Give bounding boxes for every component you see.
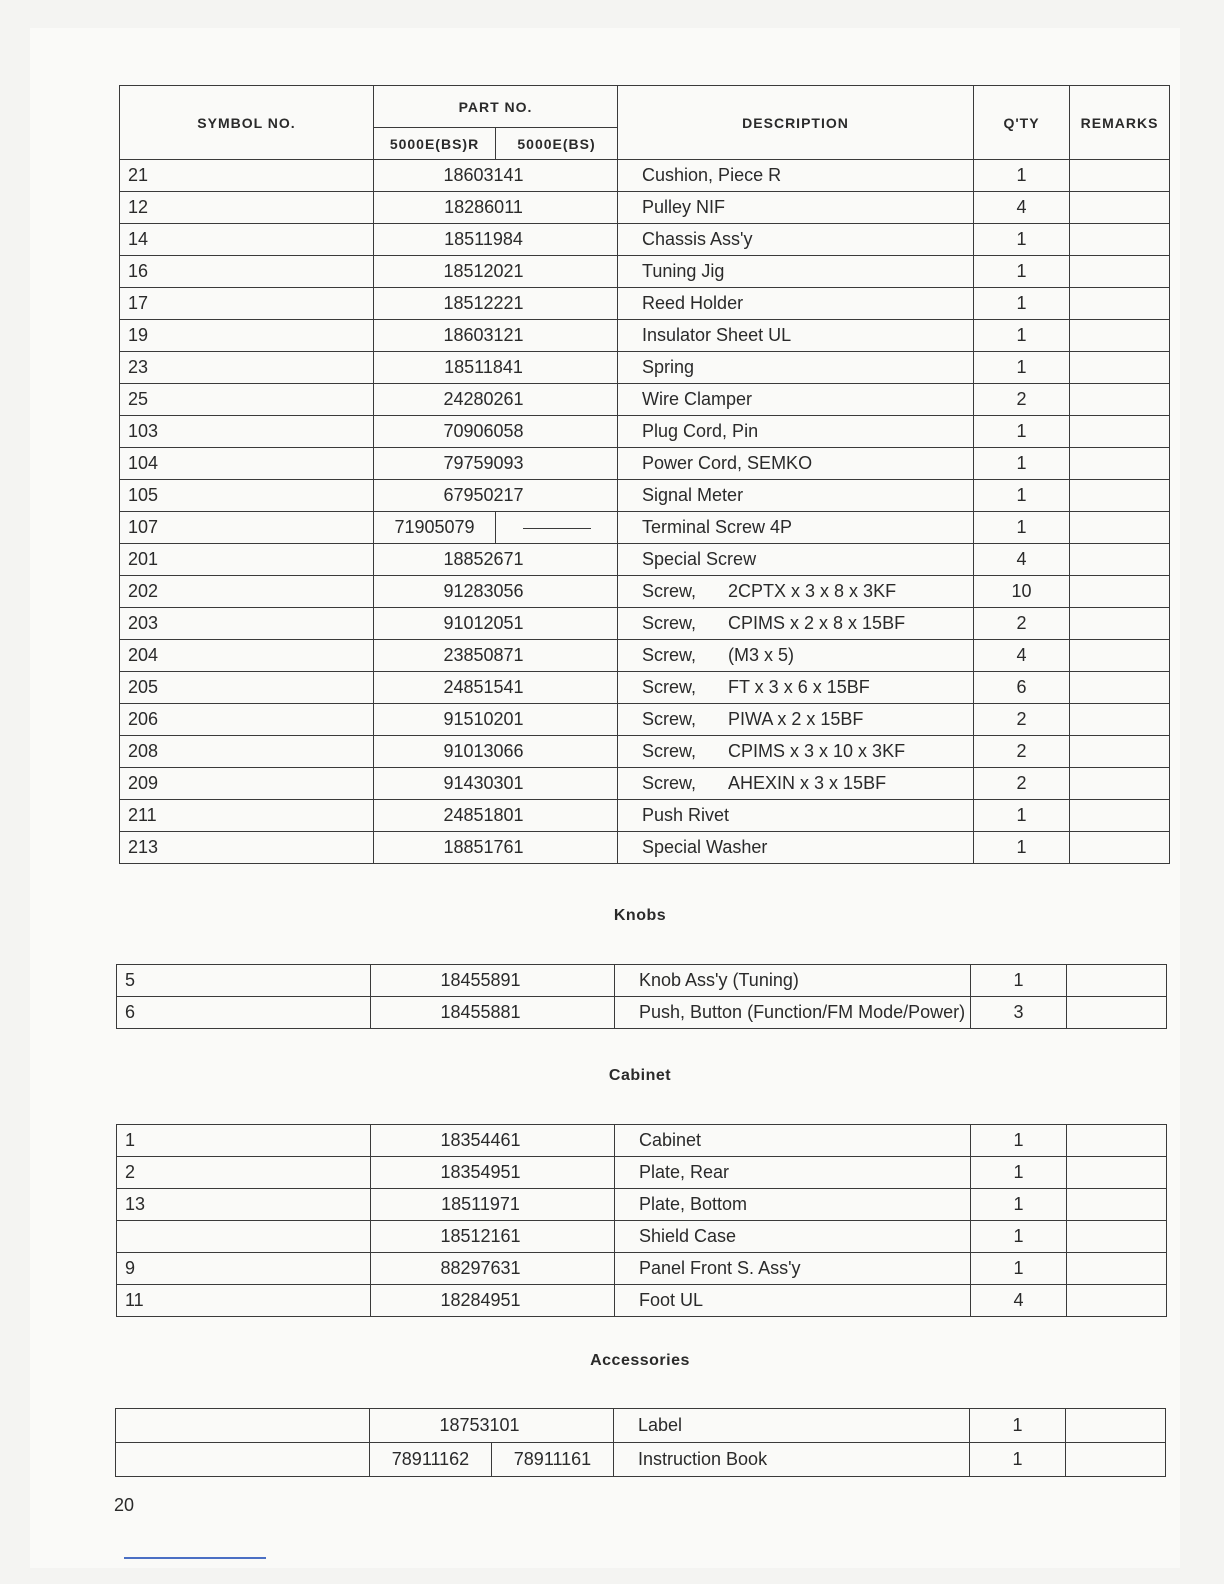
- part-no-cell: 18512161: [371, 1221, 615, 1253]
- part-no-cell: 24851541: [374, 672, 618, 704]
- screw-spec: AHEXIN x 3 x 15BF: [728, 773, 887, 793]
- remarks-cell: [1070, 544, 1170, 576]
- part-no-a-cell: 71905079: [374, 512, 496, 544]
- description-text: Spring: [642, 357, 695, 377]
- symbol-cell: 211: [120, 800, 374, 832]
- table-row: [117, 1125, 1167, 1157]
- symbol-cell: 213: [120, 832, 374, 864]
- remarks-cell: [1067, 1125, 1167, 1157]
- description-cell: [618, 480, 974, 512]
- screw-spec: CPIMS x 3 x 10 x 3KF: [728, 741, 906, 761]
- symbol-cell: [117, 1221, 371, 1253]
- description-cell: [614, 1443, 970, 1477]
- part-no-cell: 79759093: [374, 448, 618, 480]
- remarks-cell: [1070, 416, 1170, 448]
- description-cell: [618, 416, 974, 448]
- remarks-cell: [1070, 576, 1170, 608]
- description-cell: [618, 608, 974, 640]
- table-row: [120, 800, 1170, 832]
- description-text: Push Rivet: [642, 805, 730, 825]
- table-row: [120, 640, 1170, 672]
- part-no-cell: 24280261: [374, 384, 618, 416]
- table-row: [117, 1285, 1167, 1317]
- remarks-cell: [1070, 192, 1170, 224]
- part-no-cell: 91283056: [374, 576, 618, 608]
- description-cell: [618, 800, 974, 832]
- qty-cell: 1: [971, 965, 1067, 997]
- table-row: [120, 832, 1170, 864]
- remarks-cell: [1070, 480, 1170, 512]
- description-text: Foot UL: [639, 1290, 704, 1310]
- remarks-cell: [1070, 352, 1170, 384]
- part-no-cell: 18603121: [374, 320, 618, 352]
- description-text: Panel Front S. Ass'y: [639, 1258, 801, 1278]
- description-text: Chassis Ass'y: [642, 229, 753, 249]
- description-text: Signal Meter: [642, 485, 744, 505]
- symbol-cell: 25: [120, 384, 374, 416]
- qty-cell: 4: [974, 640, 1070, 672]
- symbol-cell: 105: [120, 480, 374, 512]
- header-part-no: PART NO.: [374, 86, 618, 128]
- description-cell: [615, 1189, 971, 1221]
- qty-cell: 1: [974, 160, 1070, 192]
- symbol-cell: 204: [120, 640, 374, 672]
- page-number: 20: [114, 1495, 135, 1515]
- symbol-cell: 206: [120, 704, 374, 736]
- description-text: Plate, Rear: [639, 1162, 730, 1182]
- table-row: [120, 448, 1170, 480]
- qty-cell: 10: [974, 576, 1070, 608]
- screw-spec: (M3 x 5): [728, 645, 795, 665]
- description-cell: [618, 160, 974, 192]
- table-row: [120, 320, 1170, 352]
- table-row: [120, 480, 1170, 512]
- table-row: [117, 1253, 1167, 1285]
- symbol-cell: 16: [120, 256, 374, 288]
- remarks-cell: [1067, 997, 1167, 1029]
- not-applicable-dash: [523, 528, 591, 529]
- description-cell: [618, 448, 974, 480]
- part-no-cell: 18753101: [370, 1409, 614, 1443]
- part-no-a-cell: 78911162: [370, 1443, 492, 1477]
- header-remarks: REMARKS: [1070, 86, 1170, 160]
- description-text: Special Washer: [642, 837, 768, 857]
- symbol-cell: 202: [120, 576, 374, 608]
- symbol-cell: 103: [120, 416, 374, 448]
- qty-cell: 1: [971, 1157, 1067, 1189]
- symbol-cell: 201: [120, 544, 374, 576]
- part-no-cell: 18852671: [374, 544, 618, 576]
- qty-cell: 2: [974, 608, 1070, 640]
- description-cell: [618, 288, 974, 320]
- table-row: [120, 256, 1170, 288]
- description-cell: [618, 832, 974, 864]
- symbol-cell: 209: [120, 768, 374, 800]
- description-text: Cabinet: [639, 1130, 702, 1150]
- qty-cell: 2: [974, 704, 1070, 736]
- symbol-cell: 208: [120, 736, 374, 768]
- table-row: [120, 608, 1170, 640]
- symbol-cell: 107: [120, 512, 374, 544]
- qty-cell: 2: [974, 384, 1070, 416]
- qty-cell: 1: [974, 512, 1070, 544]
- qty-cell: 1: [974, 480, 1070, 512]
- table-row: [117, 965, 1167, 997]
- part-no-cell: 18511971: [371, 1189, 615, 1221]
- symbol-cell: 104: [120, 448, 374, 480]
- symbol-cell: 17: [120, 288, 374, 320]
- parts-table-accessories: [115, 1408, 1166, 1477]
- description-text: Cushion, Piece R: [642, 165, 782, 185]
- remarks-cell: [1070, 800, 1170, 832]
- remarks-cell: [1066, 1409, 1166, 1443]
- part-no-cell: 18512021: [374, 256, 618, 288]
- qty-cell: 4: [974, 192, 1070, 224]
- description-cell: [615, 997, 971, 1029]
- symbol-cell: 9: [117, 1253, 371, 1285]
- description-cell: [618, 576, 974, 608]
- part-no-cell: 67950217: [374, 480, 618, 512]
- table-row: [120, 288, 1170, 320]
- qty-cell: 1: [974, 416, 1070, 448]
- qty-cell: 6: [974, 672, 1070, 704]
- symbol-cell: 5: [117, 965, 371, 997]
- screw-spec: 2CPTX x 3 x 8 x 3KF: [728, 581, 897, 601]
- remarks-cell: [1070, 224, 1170, 256]
- part-no-cell: 23850871: [374, 640, 618, 672]
- screw-spec: CPIMS x 2 x 8 x 15BF: [728, 613, 906, 633]
- description-text: Screw,: [642, 773, 697, 793]
- symbol-cell: 203: [120, 608, 374, 640]
- part-no-cell: 91012051: [374, 608, 618, 640]
- part-no-cell: 18511841: [374, 352, 618, 384]
- qty-cell: 1: [974, 256, 1070, 288]
- symbol-cell: 12: [120, 192, 374, 224]
- description-text: Knob Ass'y (Tuning): [639, 970, 799, 990]
- symbol-cell: 6: [117, 997, 371, 1029]
- description-cell: [614, 1409, 970, 1443]
- header-part-no-b: 5000E(BS): [496, 128, 618, 160]
- remarks-cell: [1070, 608, 1170, 640]
- remarks-cell: [1070, 672, 1170, 704]
- parts-table-knobs: [116, 964, 1167, 1029]
- table-row: [120, 704, 1170, 736]
- remarks-cell: [1070, 640, 1170, 672]
- part-no-cell: 18286011: [374, 192, 618, 224]
- symbol-cell: 11: [117, 1285, 371, 1317]
- remarks-cell: [1070, 704, 1170, 736]
- remarks-cell: [1070, 320, 1170, 352]
- symbol-cell: [116, 1409, 370, 1443]
- part-no-cell: 18603141: [374, 160, 618, 192]
- qty-cell: 1: [974, 320, 1070, 352]
- description-text: Insulator Sheet UL: [642, 325, 792, 345]
- table-row: [117, 997, 1167, 1029]
- part-no-b-cell: 78911161: [492, 1443, 614, 1477]
- symbol-cell: 23: [120, 352, 374, 384]
- section-title-cabinet: Cabinet: [608, 1067, 672, 1084]
- qty-cell: 1: [974, 224, 1070, 256]
- section-title-knobs: Knobs: [613, 907, 667, 924]
- symbol-cell: 19: [120, 320, 374, 352]
- description-text: Instruction Book: [638, 1449, 768, 1469]
- qty-cell: 3: [971, 997, 1067, 1029]
- symbol-cell: 2: [117, 1157, 371, 1189]
- remarks-cell: [1067, 1253, 1167, 1285]
- qty-cell: 1: [970, 1443, 1066, 1477]
- table-row: [117, 1221, 1167, 1253]
- part-no-cell: 18284951: [371, 1285, 615, 1317]
- part-no-cell: 18354461: [371, 1125, 615, 1157]
- remarks-cell: [1070, 512, 1170, 544]
- description-text: Screw,: [642, 581, 697, 601]
- qty-cell: 1: [974, 448, 1070, 480]
- part-no-cell: 18851761: [374, 832, 618, 864]
- description-cell: [618, 512, 974, 544]
- qty-cell: 2: [974, 736, 1070, 768]
- parts-table-main: [119, 85, 1170, 864]
- description-cell: [618, 704, 974, 736]
- description-text: Plate, Bottom: [639, 1194, 748, 1214]
- description-cell: [615, 1157, 971, 1189]
- remarks-cell: [1066, 1443, 1166, 1477]
- qty-cell: 1: [971, 1125, 1067, 1157]
- description-cell: [618, 736, 974, 768]
- description-text: Shield Case: [639, 1226, 737, 1246]
- description-text: Tuning Jig: [642, 261, 725, 281]
- header-description: DESCRIPTION: [618, 86, 974, 160]
- part-no-cell: 91510201: [374, 704, 618, 736]
- screw-spec: PIWA x 2 x 15BF: [728, 709, 864, 729]
- remarks-cell: [1070, 384, 1170, 416]
- description-cell: [618, 768, 974, 800]
- table-row: [120, 672, 1170, 704]
- remarks-cell: [1070, 736, 1170, 768]
- part-no-cell: 18455891: [371, 965, 615, 997]
- qty-cell: 1: [974, 800, 1070, 832]
- description-text: Power Cord, SEMKO: [642, 453, 813, 473]
- table-row: [120, 224, 1170, 256]
- table-row: [120, 352, 1170, 384]
- qty-cell: 4: [974, 544, 1070, 576]
- description-cell: [615, 1253, 971, 1285]
- header-part-no-a: 5000E(BS)R: [374, 128, 496, 160]
- qty-cell: 1: [971, 1189, 1067, 1221]
- table-row: [120, 416, 1170, 448]
- table-row: [120, 544, 1170, 576]
- part-no-cell: 91430301: [374, 768, 618, 800]
- description-text: Screw,: [642, 741, 697, 761]
- table-row: [120, 768, 1170, 800]
- table-row: [120, 512, 1170, 544]
- description-cell: [618, 672, 974, 704]
- part-no-cell: 18512221: [374, 288, 618, 320]
- description-text: Wire Clamper: [642, 389, 753, 409]
- remarks-cell: [1070, 768, 1170, 800]
- part-no-cell: 91013066: [374, 736, 618, 768]
- remarks-cell: [1070, 256, 1170, 288]
- description-text: Screw,: [642, 645, 697, 665]
- table-row: [120, 576, 1170, 608]
- qty-cell: 1: [971, 1253, 1067, 1285]
- section-title-accessories: Accessories: [590, 1352, 690, 1369]
- description-text: Screw,: [642, 613, 697, 633]
- qty-cell: 4: [971, 1285, 1067, 1317]
- table-row: [116, 1409, 1166, 1443]
- footer-rule: [124, 1557, 266, 1559]
- description-cell: [615, 1125, 971, 1157]
- table-row: [120, 736, 1170, 768]
- remarks-cell: [1067, 1221, 1167, 1253]
- part-no-b-cell: [496, 512, 618, 544]
- symbol-cell: 14: [120, 224, 374, 256]
- description-text: Screw,: [642, 709, 697, 729]
- part-no-cell: 70906058: [374, 416, 618, 448]
- table-row: [116, 1443, 1166, 1477]
- description-text: Terminal Screw 4P: [642, 517, 793, 537]
- description-cell: [615, 1285, 971, 1317]
- qty-cell: 1: [974, 288, 1070, 320]
- remarks-cell: [1067, 1189, 1167, 1221]
- remarks-cell: [1070, 160, 1170, 192]
- description-cell: [618, 192, 974, 224]
- part-no-cell: 18455881: [371, 997, 615, 1029]
- remarks-cell: [1070, 832, 1170, 864]
- description-cell: [618, 256, 974, 288]
- remarks-cell: [1070, 448, 1170, 480]
- description-cell: [615, 965, 971, 997]
- description-cell: [615, 1221, 971, 1253]
- description-cell: [618, 320, 974, 352]
- screw-spec: FT x 3 x 6 x 15BF: [728, 677, 870, 697]
- description-cell: [618, 352, 974, 384]
- part-no-cell: 18354951: [371, 1157, 615, 1189]
- remarks-cell: [1070, 288, 1170, 320]
- description-text: Special Screw: [642, 549, 757, 569]
- qty-cell: 1: [970, 1409, 1066, 1443]
- description-cell: [618, 224, 974, 256]
- qty-cell: 1: [971, 1221, 1067, 1253]
- description-cell: [618, 544, 974, 576]
- parts-table-cabinet: [116, 1124, 1167, 1317]
- header-qty: Q'TY: [974, 86, 1070, 160]
- description-text: Screw,: [642, 677, 697, 697]
- qty-cell: 2: [974, 768, 1070, 800]
- description-text: Plug Cord, Pin: [642, 421, 759, 441]
- symbol-cell: 13: [117, 1189, 371, 1221]
- remarks-cell: [1067, 1285, 1167, 1317]
- description-cell: [618, 640, 974, 672]
- description-text: Reed Holder: [642, 293, 744, 313]
- description-text: Push, Button (Function/FM Mode/Power): [639, 1002, 966, 1022]
- description-cell: [618, 384, 974, 416]
- part-no-cell: 24851801: [374, 800, 618, 832]
- symbol-cell: [116, 1443, 370, 1477]
- table-row: [120, 192, 1170, 224]
- part-no-cell: 18511984: [374, 224, 618, 256]
- remarks-cell: [1067, 1157, 1167, 1189]
- header-symbol-no: SYMBOL NO.: [120, 86, 374, 160]
- table-row: [117, 1157, 1167, 1189]
- description-text: Label: [638, 1415, 683, 1435]
- table-row: [120, 384, 1170, 416]
- part-no-cell: 88297631: [371, 1253, 615, 1285]
- remarks-cell: [1067, 965, 1167, 997]
- description-text: Pulley NIF: [642, 197, 726, 217]
- qty-cell: 1: [974, 352, 1070, 384]
- symbol-cell: 21: [120, 160, 374, 192]
- qty-cell: 1: [974, 832, 1070, 864]
- table-row: [117, 1189, 1167, 1221]
- symbol-cell: 205: [120, 672, 374, 704]
- symbol-cell: 1: [117, 1125, 371, 1157]
- table-row: [120, 160, 1170, 192]
